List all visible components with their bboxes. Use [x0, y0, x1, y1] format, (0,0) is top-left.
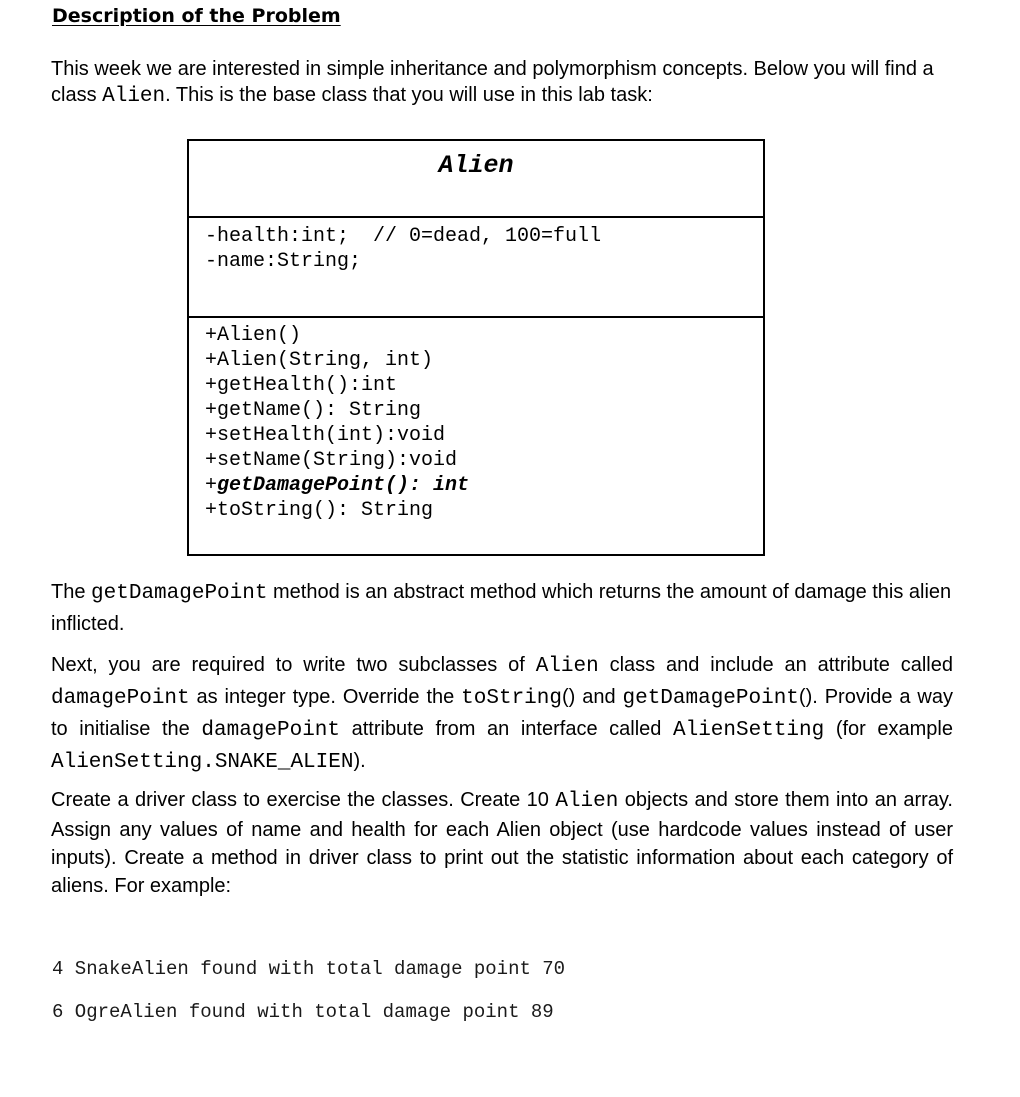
uml-method-visibility: + [205, 474, 218, 497]
uml-method-signature: getHealth():int [217, 374, 398, 397]
subclasses-text: Next, you are required to write two subclasses of [51, 654, 536, 676]
uml-method [205, 423, 763, 448]
uml-method-signature: setHealth(int):void [217, 424, 446, 447]
abstract-text-1: The [51, 581, 92, 603]
abstract-method-name: getDamagePoint [91, 582, 268, 605]
uml-method [205, 448, 763, 473]
uml-method [205, 398, 763, 423]
uml-method-visibility: + [205, 399, 218, 422]
uml-method-signature: toString(): String [217, 499, 434, 522]
uml-method-signature: setName(String):void [217, 449, 458, 472]
subclasses-text: () and [561, 686, 623, 708]
uml-methods-compartment [189, 318, 763, 523]
subclasses-code: getDamagePoint [622, 687, 799, 710]
subclasses-code: AlienSetting.SNAKE_ALIEN [51, 751, 354, 774]
uml-method [205, 373, 763, 398]
driver-paragraph [51, 786, 953, 900]
uml-method-visibility: + [205, 324, 218, 347]
uml-attributes-compartment [189, 218, 765, 318]
uml-method-visibility: + [205, 374, 218, 397]
uml-method-signature: getDamagePoint(): int [217, 474, 470, 497]
uml-method-visibility: + [205, 349, 218, 372]
uml-method-signature: Alien() [217, 324, 302, 347]
subclasses-code: Alien [535, 655, 599, 678]
uml-method [205, 498, 763, 523]
uml-method-signature: getName(): String [217, 399, 422, 422]
driver-text: Create a driver class to exercise the classes. Create 10 [51, 789, 556, 811]
subclasses-text: (for example [824, 718, 953, 740]
uml-method [205, 323, 763, 348]
subclasses-paragraph [51, 650, 953, 778]
abstract-text-2: method is an abstract method which returns the amount of damage this alien inflicted. [51, 581, 952, 635]
subclasses-text: class and include an attribute called [598, 654, 953, 676]
intro-text-1: This week we are interested in simple inheritance and polymorphism concepts. Below you will find a class [51, 58, 934, 106]
subclasses-text: ). [353, 750, 366, 772]
uml-method-signature: Alien(String, int) [217, 349, 434, 372]
uml-class-name: Alien [438, 151, 514, 180]
section-heading: Description of the Problem [52, 5, 341, 27]
intro-class-name: Alien [102, 85, 166, 108]
example-output-line: 6 OgreAlien found with total damage point 89 [52, 1001, 554, 1023]
subclasses-code: AlienSetting [673, 719, 825, 742]
uml-attribute: -health:int; // 0=dead, 100=full [205, 225, 602, 248]
uml-method [205, 348, 763, 373]
subclasses-text: (). Provide a way to initialise the [51, 686, 953, 740]
abstract-method-paragraph [51, 577, 953, 639]
uml-method-visibility: + [205, 499, 218, 522]
subclasses-text: attribute from an interface called [340, 718, 673, 740]
uml-method-visibility: + [205, 449, 218, 472]
uml-class-diagram [187, 139, 765, 556]
driver-text: objects and store them into an array. Assign any values of name and health for each Alien object (use hardcode values instead of user inputs). Create a method in driver class to print out the statistic information about each category of aliens. For example: [51, 789, 953, 897]
subclasses-text: as integer type. Override the [189, 686, 462, 708]
subclasses-code: damagePoint [51, 687, 190, 710]
subclasses-code: toString [461, 687, 562, 710]
uml-abstract-method [205, 473, 763, 498]
intro-paragraph [51, 56, 953, 110]
uml-method-visibility: + [205, 424, 218, 447]
driver-code: Alien [555, 790, 619, 813]
uml-attribute: -name:String; [205, 250, 362, 273]
example-output-line: 4 SnakeAlien found with total damage point 70 [52, 958, 566, 980]
uml-class-name-compartment [189, 141, 763, 218]
intro-text-2: . This is the base class that you will use in this lab task: [165, 84, 653, 106]
subclasses-code: damagePoint [201, 719, 341, 742]
